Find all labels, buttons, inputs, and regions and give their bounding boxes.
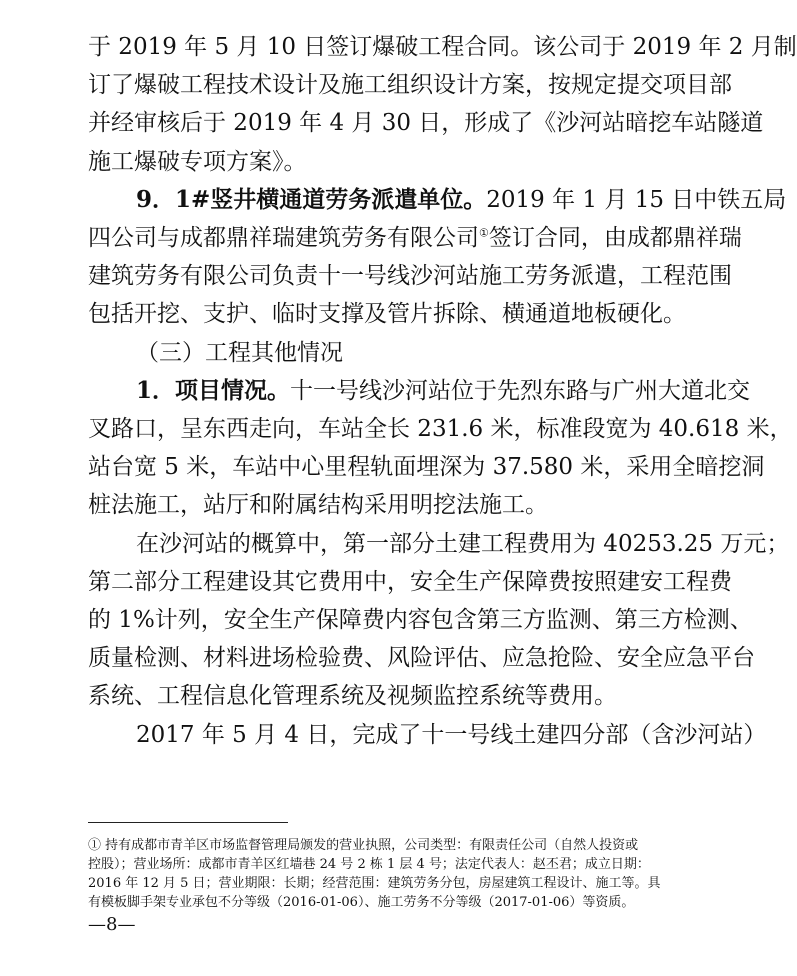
body-line: 于 2019 年 5 月 10 日签订爆破工程合同。该公司于 2019 年 2 月制 — [88, 34, 797, 60]
budget-line: 系统、工程信息化管理系统及视频监控系统等费用。 — [88, 683, 617, 710]
section-heading: （三）工程其他情况 — [136, 339, 343, 366]
section9-line4: 包括开挖、支护、临时支撑及管片拆除、横通道地板硬化。 — [88, 301, 686, 328]
section9-heading: 9．1#竖井横通道劳务派遣单位。 — [136, 185, 487, 213]
footnote-line: 控股）；营业场所：成都市青羊区红墙巷 24 号 2 栋 1 层 4 号；法定代表人：赵丕君；成立日期： — [88, 857, 650, 872]
footnote-divider — [88, 822, 288, 823]
item1-line3: 站台宽 5 米，车站中心里程轨面埋深为 37.580 米，采用全暗挖洞 — [88, 454, 765, 481]
budget-line: 在沙河站的概算中，第一部分土建工程费用为 40253.25 万元； — [136, 530, 790, 557]
item1-line1 — [136, 374, 751, 408]
body-line: 订了爆破工程技术设计及施工组织设计方案，按规定提交项目部 — [88, 72, 732, 99]
budget-line: 质量检测、材料进场检验费、风险评估、应急抢险、安全应急平台 — [88, 645, 755, 672]
budget-line: 第二部分工程建设其它费用中，安全生产保障费按照建安工程费 — [88, 568, 732, 595]
section9-text: 四公司与成都鼎祥瑞建筑劳务有限公司 — [88, 225, 479, 251]
footnote-line: 2016 年 12 月 5 日；营业期限：长期；经营范围：建筑劳务分包，房屋建筑工程设计、施工等。具 — [88, 876, 661, 891]
footnote-marker: ① — [479, 226, 489, 240]
footnote-line: 有模板脚手架专业承包不分等级（2016-01-06）、施工劳务不分等级（2017-01-06）等资质。 — [88, 895, 635, 910]
item1-line2: 叉路口，呈东西走向，车站全长 231.6 米，标准段宽为 40.618 米， — [88, 416, 793, 442]
section9-line3: 建筑劳务有限公司负责十一号线沙河站施工劳务派遣，工程范围 — [88, 263, 732, 290]
section9-text: 签订合同，由成都鼎祥瑞 — [488, 225, 742, 251]
item1-heading: 1．项目情况。 — [136, 376, 291, 404]
item1-text: 十一号线沙河站位于先烈东路与广州大道北交 — [290, 377, 751, 404]
section9-text: 2019 年 1 月 15 日中铁五局 — [486, 186, 787, 213]
body-line: 并经审核后于 2019 年 4 月 30 日，形成了《沙河站暗挖车站隧道 — [88, 110, 764, 137]
item1-line4: 桩法施工，站厅和附属结构采用明挖法施工。 — [88, 492, 548, 519]
para-2017: 2017 年 5 月 4 日，完成了十一号线土建四分部（含沙河站） — [136, 718, 696, 752]
body-line: 施工爆破专项方案》。 — [88, 148, 307, 175]
footnote-line: ① 持有成都市青羊区市场监督管理局颁发的营业执照，公司类型：有限责任公司（自然人投资或 — [88, 838, 639, 853]
budget-line: 的 1%计列，安全生产保障费内容包含第三方监测、第三方检测、 — [88, 607, 753, 633]
section9-line1 — [136, 183, 787, 217]
section9-line2 — [88, 221, 742, 255]
page-number: —8— — [88, 914, 136, 935]
